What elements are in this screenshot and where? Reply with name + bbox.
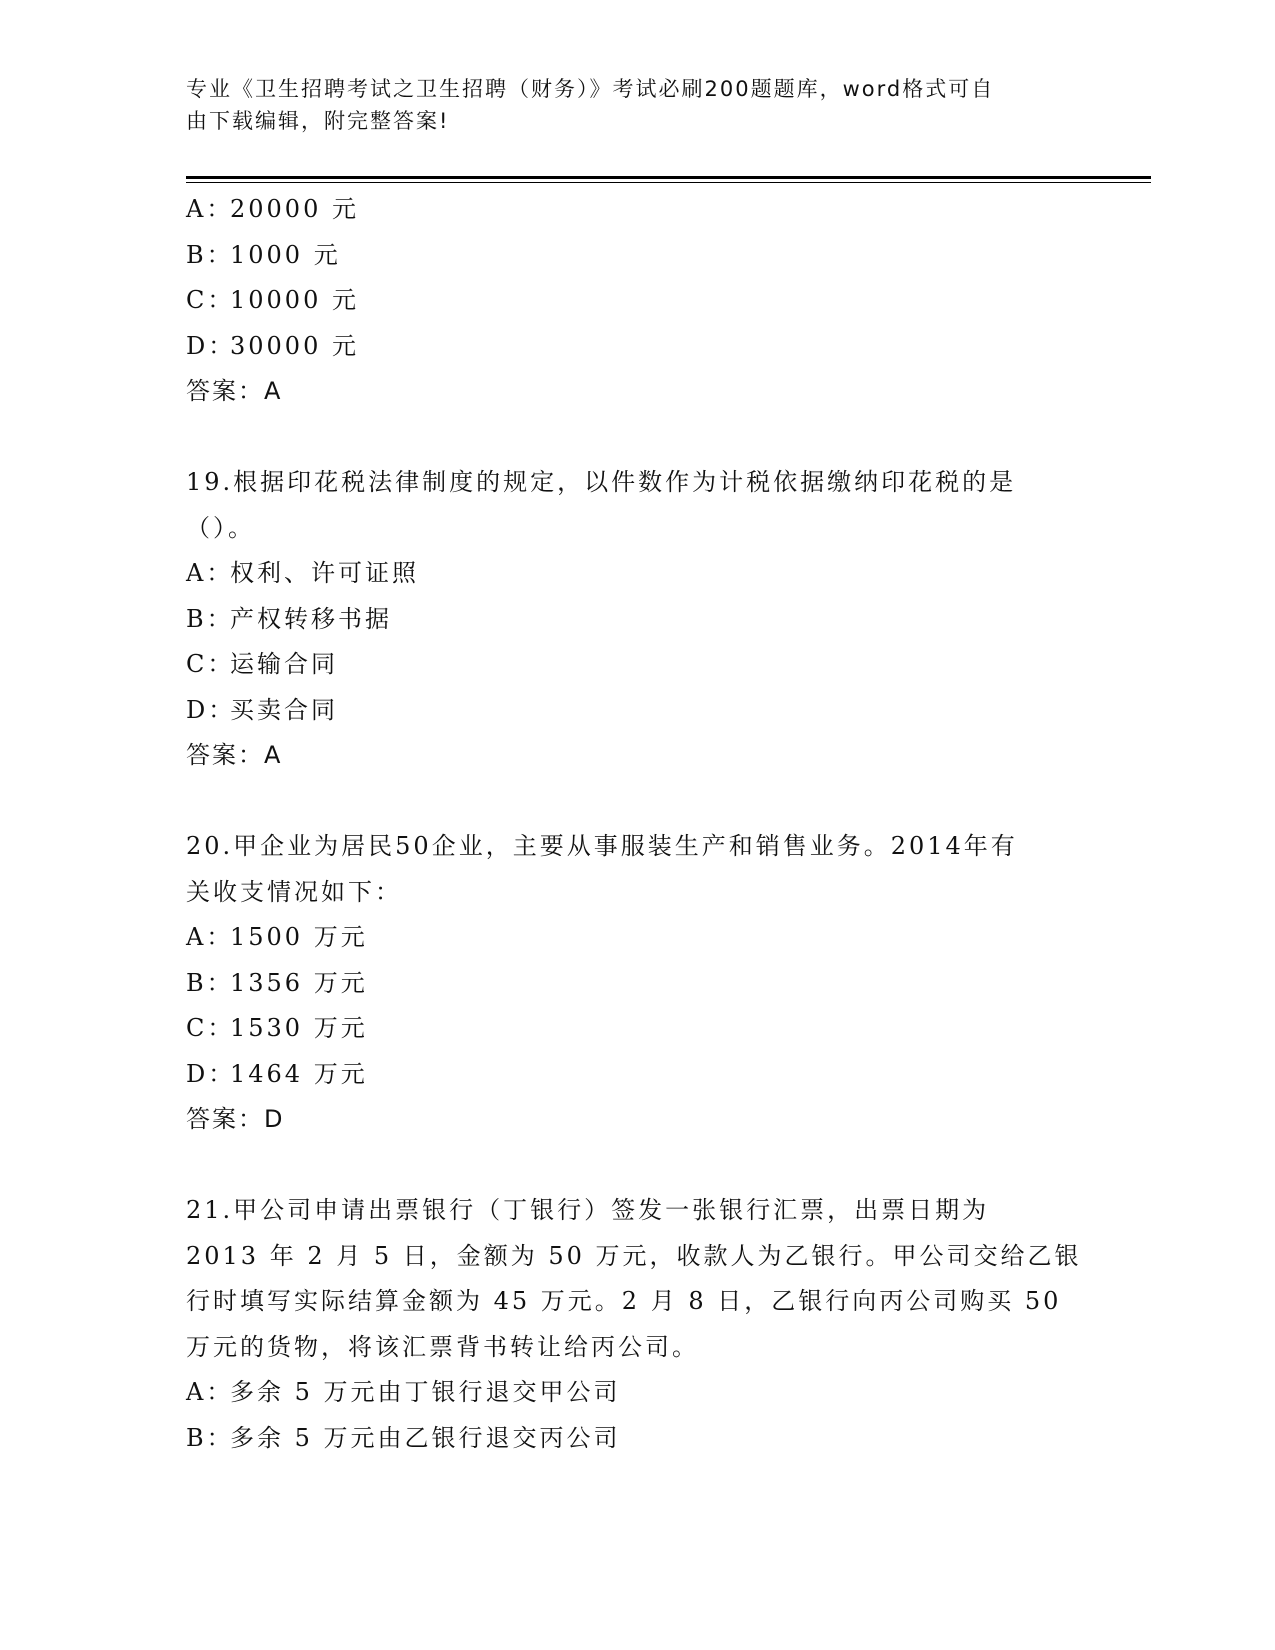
option-letter: A： [186,923,234,951]
option-d [186,1052,1086,1098]
option-text: 30000 元 [230,331,359,360]
option-b [186,597,1086,643]
option-a [186,915,1086,961]
option-a [186,551,1086,597]
option-letter: B： [186,604,234,633]
question-block-19 [186,460,1086,779]
header-line-1: 专业《卫生招聘考试之卫生招聘（财务）》考试必刷200题题库，word格式可自 [186,77,995,101]
option-c [186,278,1086,324]
question-text-line: 关收支情况如下： [186,877,402,906]
option-a [186,187,1086,233]
option-letter: A： [186,559,234,587]
header-line-2: 由下载编辑，附完整答案! [186,109,450,133]
option-text: 运输合同 [230,650,338,678]
option-text: 20000 元 [230,195,359,223]
option-a [186,1370,1086,1416]
option-b [186,233,1086,279]
header-rule-thin [186,182,1151,183]
question-block-20 [186,824,1086,1143]
option-letter: D： [186,695,236,724]
option-c [186,1006,1086,1052]
block-spacer [186,1143,1086,1189]
option-text: 1500 万元 [230,923,368,951]
option-letter: A： [186,1378,234,1406]
question-block-18 [186,187,1086,415]
option-letter: B： [186,1423,234,1452]
question-text-line: 万元的货物，将该汇票背书转让给丙公司。 [186,1332,699,1361]
option-text: 权利、许可证照 [230,559,419,587]
block-spacer [186,779,1086,825]
option-letter: C： [186,1014,235,1042]
option-text: 10000 元 [230,286,359,314]
option-text: 买卖合同 [230,695,338,724]
block-spacer [186,415,1086,461]
option-letter: C： [186,286,235,314]
option-text: 多余 5 万元由乙银行退交丙公司 [230,1423,621,1452]
question-text-line: 19.根据印花税法律制度的规定，以件数作为计税依据缴纳印花税的是 [186,468,1017,496]
option-letter: D： [186,1059,236,1088]
header-rule-thick [186,176,1151,179]
question-content [186,187,1086,1461]
question-block-21 [186,1188,1086,1461]
option-d [186,324,1086,370]
option-text: 1356 万元 [230,968,368,997]
answer-line: 答案：A [186,741,283,769]
option-d [186,688,1086,734]
option-text: 1464 万元 [230,1059,368,1088]
option-text: 产权转移书据 [230,604,392,633]
option-text: 1530 万元 [230,1014,368,1042]
question-text-line: 2013 年 2 月 5 日，金额为 50 万元，收款人为乙银行。甲公司交给乙银 [186,1241,1082,1270]
question-text-line: 21.甲公司申请出票银行（丁银行）签发一张银行汇票，出票日期为 [186,1196,990,1224]
option-b [186,1416,1086,1462]
option-letter: A： [186,195,234,223]
option-c [186,642,1086,688]
option-b [186,961,1086,1007]
document-header [186,73,1066,137]
option-text: 多余 5 万元由丁银行退交甲公司 [230,1378,621,1406]
option-letter: D： [186,331,236,360]
question-text-line: 行时填写实际结算金额为 45 万元。2 月 8 日，乙银行向丙公司购买 50 [186,1287,1062,1315]
answer-line: 答案：D [186,1105,285,1133]
option-letter: B： [186,240,234,269]
question-text-line: 20.甲企业为居民50企业，主要从事服装生产和销售业务。2014年有 [186,832,1018,860]
option-letter: B： [186,968,234,997]
option-letter: C： [186,650,235,678]
option-text: 1000 元 [230,240,341,269]
answer-line: 答案：A [186,377,283,405]
question-text-line: （）。 [186,513,255,542]
